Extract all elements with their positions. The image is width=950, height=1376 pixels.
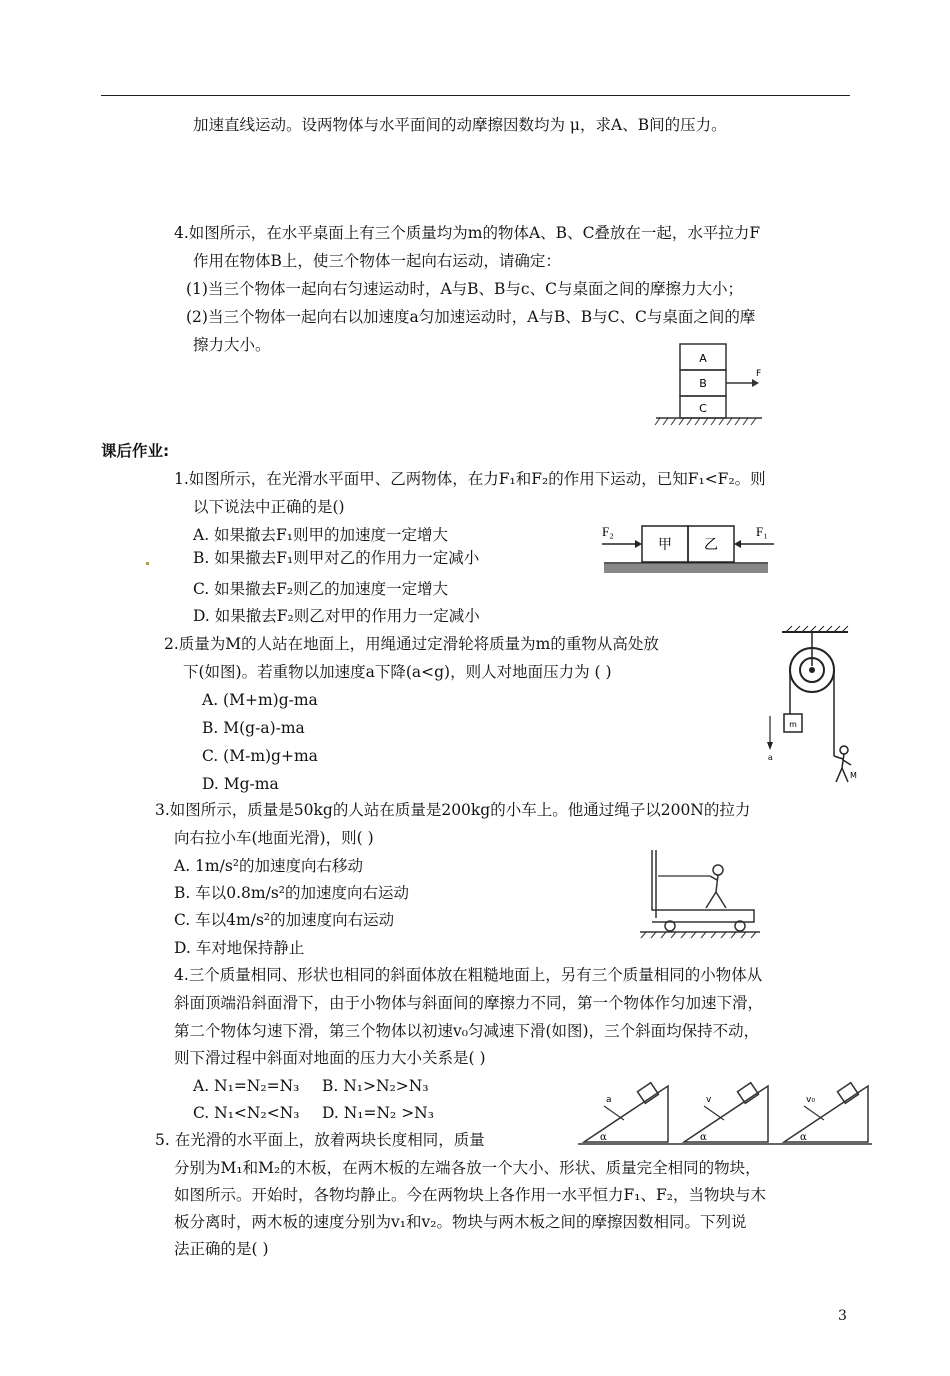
stacked-blocks-figure — [652, 340, 767, 428]
hw-q4-line-3: 第二个物体匀速下滑，第三个物体以初速v₀匀减速下滑(如图)，三个斜面均保持不动， — [174, 1022, 760, 1040]
prev-question-line: 加速直线运动。设两物体与水平面间的动摩擦因数均为 μ，求A、B间的压力。 — [193, 116, 727, 134]
hw-q4-option-c: C. N₁<N₂<N₃ — [193, 1104, 300, 1122]
header-rule — [101, 95, 850, 96]
q4-line-2: 作用在物体B上，使三个物体一起向右运动，请确定： — [193, 252, 561, 270]
hw-q1-option-b: B. 如果撤去F₁则甲对乙的作用力一定减小 — [193, 549, 480, 567]
hw-q5-line-3: 如图所示。开始时，各物均静止。今在两物块上各作用一水平恒力F₁、F₂，当物块与木 — [174, 1186, 766, 1204]
hw-q4-option-b: B. N₁>N₂>N₃ — [322, 1077, 429, 1095]
hw-q1-line-2: 以下说法中正确的是() — [193, 498, 345, 516]
q4-line-4: (2)当三个物体一起向右以加速度a匀加速运动时，A与B、B与C、C与桌面之间的摩 — [186, 308, 756, 326]
pulley-figure — [762, 626, 857, 794]
q4-line-1: 4.如图所示，在水平桌面上有三个质量均为m的物体A、B、C叠放在一起，水平拉力F — [174, 224, 761, 242]
inclines-figure — [576, 1072, 874, 1148]
page-number: 3 — [838, 1308, 847, 1324]
hw-q4-line-2: 斜面顶端沿斜面滑下，由于小物体与斜面间的摩擦力不同，第一个物体作匀加速下滑， — [174, 994, 764, 1012]
two-blocks-figure — [598, 518, 770, 580]
cart-figure — [636, 842, 762, 940]
hw-q3-option-d: D. 车对地保持静止 — [174, 939, 305, 957]
force-f-label: F — [756, 369, 762, 379]
incline1-a-label: a — [606, 1095, 612, 1105]
person-m-label: M — [850, 771, 857, 780]
hw-q1-option-c: C. 如果撤去F₂则乙的加速度一定增大 — [193, 580, 449, 598]
hw-q1-option-d: D. 如果撤去F₂则乙对甲的作用力一定减小 — [193, 607, 480, 625]
hw-q4-option-d: D. N₁=N₂ >N₃ — [322, 1104, 434, 1122]
hw-q2-line-1: 2.质量为M的人站在地面上，用绳通过定滑轮将质量为m的重物从高处放 — [164, 635, 659, 653]
homework-title: 课后作业: — [101, 442, 170, 460]
hw-q1-line-1: 1.如图所示，在光滑水平面甲、乙两物体，在力F₁和F₂的作用下运动，已知F₁<F₂。则 — [174, 470, 766, 488]
hw-q2-option-b: B. M(g-a)-ma — [202, 719, 305, 737]
incline2-alpha: α — [700, 1132, 707, 1143]
hw-q3-option-b: B. 车以0.8m/s²的加速度向右运动 — [174, 884, 409, 902]
hw-q2-option-d: D. Mg-ma — [202, 775, 279, 793]
stray-dot — [146, 562, 149, 565]
q4-line-3: (1)当三个物体一起向右匀速运动时，A与B、B与c、C与桌面之间的摩擦力大小； — [186, 280, 743, 298]
hw-q3-line-2: 向右拉小车(地面光滑)，则( ) — [174, 829, 374, 847]
block-jia-label: 甲 — [658, 537, 672, 553]
incline3-alpha: α — [800, 1132, 807, 1143]
hw-q3-option-a: A. 1m/s²的加速度向右移动 — [174, 857, 363, 875]
hw-q2-line-2: 下(如图)。若重物以加速度a下降(a<g)，则人对地面压力为 ( ) — [183, 663, 612, 681]
hw-q5-line-2: 分别为M₁和M₂的木板，在两木板的左端各放一个大小、形状、质量完全相同的物块， — [174, 1159, 761, 1177]
q4-line-5: 擦力大小。 — [193, 336, 271, 354]
block-yi-label: 乙 — [704, 537, 718, 553]
hw-q4-line-1: 4.三个质量相同、形状也相同的斜面体放在粗糙地面上，另有三个质量相同的小物体从 — [174, 966, 763, 984]
weight-m-label: m — [789, 720, 797, 729]
accel-a-mark: a — [768, 753, 773, 762]
force-f1-label: F₁ — [756, 524, 768, 539]
hw-q5-line-1: 5. 在光滑的水平面上，放着两块长度相同，质量 — [155, 1131, 485, 1149]
incline1-alpha: α — [600, 1132, 607, 1143]
block-c-label: C — [699, 402, 707, 415]
hw-q3-line-1: 3.如图所示，质量是50kg的人站在质量是200kg的小车上。他通过绳子以200N的拉力 — [155, 801, 751, 819]
hw-q2-option-c: C. (M-m)g+ma — [202, 747, 318, 765]
force-f2-label: F₂ — [602, 524, 614, 539]
hw-q3-option-c: C. 车以4m/s²的加速度向右运动 — [174, 911, 395, 929]
block-b-label: B — [699, 377, 707, 390]
hw-q4-line-4: 则下滑过程中斜面对地面的压力大小关系是( ) — [174, 1049, 486, 1067]
hw-q5-line-4: 板分离时，两木板的速度分别为v₁和v₂。物块与两木板之间的摩擦因数相同。下列说 — [174, 1213, 747, 1231]
hw-q1-option-a: A. 如果撤去F₁则甲的加速度一定增大 — [193, 526, 449, 544]
block-a-label: A — [699, 352, 707, 365]
hw-q2-option-a: A. (M+m)g-ma — [202, 691, 318, 709]
incline3-v0-label: v₀ — [806, 1095, 815, 1105]
incline2-v-label: v — [706, 1095, 712, 1105]
hw-q5-line-5: 法正确的是( ) — [174, 1240, 269, 1258]
hw-q4-option-a: A. N₁=N₂=N₃ — [193, 1077, 300, 1095]
